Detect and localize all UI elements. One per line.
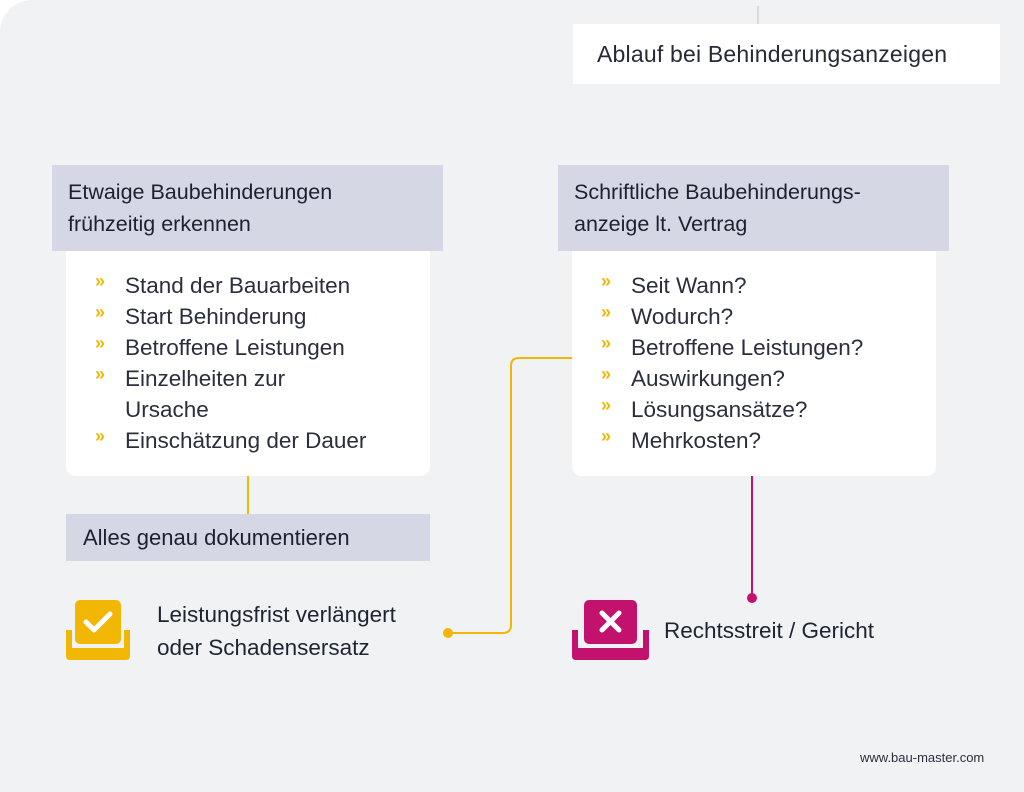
- left-list: [66, 270, 430, 456]
- chevron-icon: »: [95, 271, 106, 291]
- chevron-icon: »: [95, 333, 106, 353]
- chevron-icon: »: [601, 426, 612, 446]
- list-item: » Mehrkosten?: [572, 425, 936, 456]
- list-item: » Betroffene Leistungen?: [572, 332, 936, 363]
- diagram-title-text: Ablauf bei Behinderungsanzeigen: [597, 40, 948, 67]
- chevron-icon: »: [95, 302, 106, 322]
- right-to-positive-connector: [448, 358, 572, 633]
- close-icon: [572, 600, 650, 660]
- footer-url: www.bau-master.com: [860, 750, 985, 765]
- chevron-icon: »: [601, 333, 612, 353]
- chevron-icon: »: [95, 364, 106, 384]
- list-item: » Auswirkungen?: [572, 363, 936, 394]
- positive-connector-dot: [443, 628, 453, 638]
- positive-outcome: Leistungsfrist verlängert oder Schadensersatz: [157, 602, 396, 660]
- negative-outcome: Rechtsstreit / Gericht: [664, 618, 875, 643]
- list-item: » Betroffene Leistungen: [66, 332, 430, 363]
- list-item: » Lösungsansätze?: [572, 394, 936, 425]
- right-list: [572, 270, 936, 456]
- left-heading: Etwaige Baubehinderungen frühzeitig erkennen: [52, 165, 443, 251]
- document-step: Alles genau dokumentieren: [66, 514, 430, 561]
- chevron-icon: »: [601, 395, 612, 415]
- check-icon: [66, 600, 130, 660]
- right-card: [572, 238, 936, 476]
- chevron-icon: »: [95, 426, 106, 446]
- list-item: » Start Behinderung: [66, 301, 430, 332]
- chevron-icon: »: [601, 271, 612, 291]
- right-heading: Schriftliche Baubehinderungs- anzeige lt. Vertrag: [558, 165, 949, 251]
- chevron-icon: »: [601, 302, 612, 322]
- list-item: » Einzelheiten zur Ursache: [66, 363, 430, 425]
- list-item: » Stand der Bauarbeiten: [66, 270, 430, 301]
- list-item: » Wodurch?: [572, 301, 936, 332]
- negative-connector-dot: [747, 593, 757, 603]
- left-card: [66, 238, 430, 476]
- list-item: » Einschätzung der Dauer: [66, 425, 430, 456]
- diagram-title: [573, 24, 1000, 84]
- chevron-icon: »: [601, 364, 612, 384]
- list-item: » Seit Wann?: [572, 270, 936, 301]
